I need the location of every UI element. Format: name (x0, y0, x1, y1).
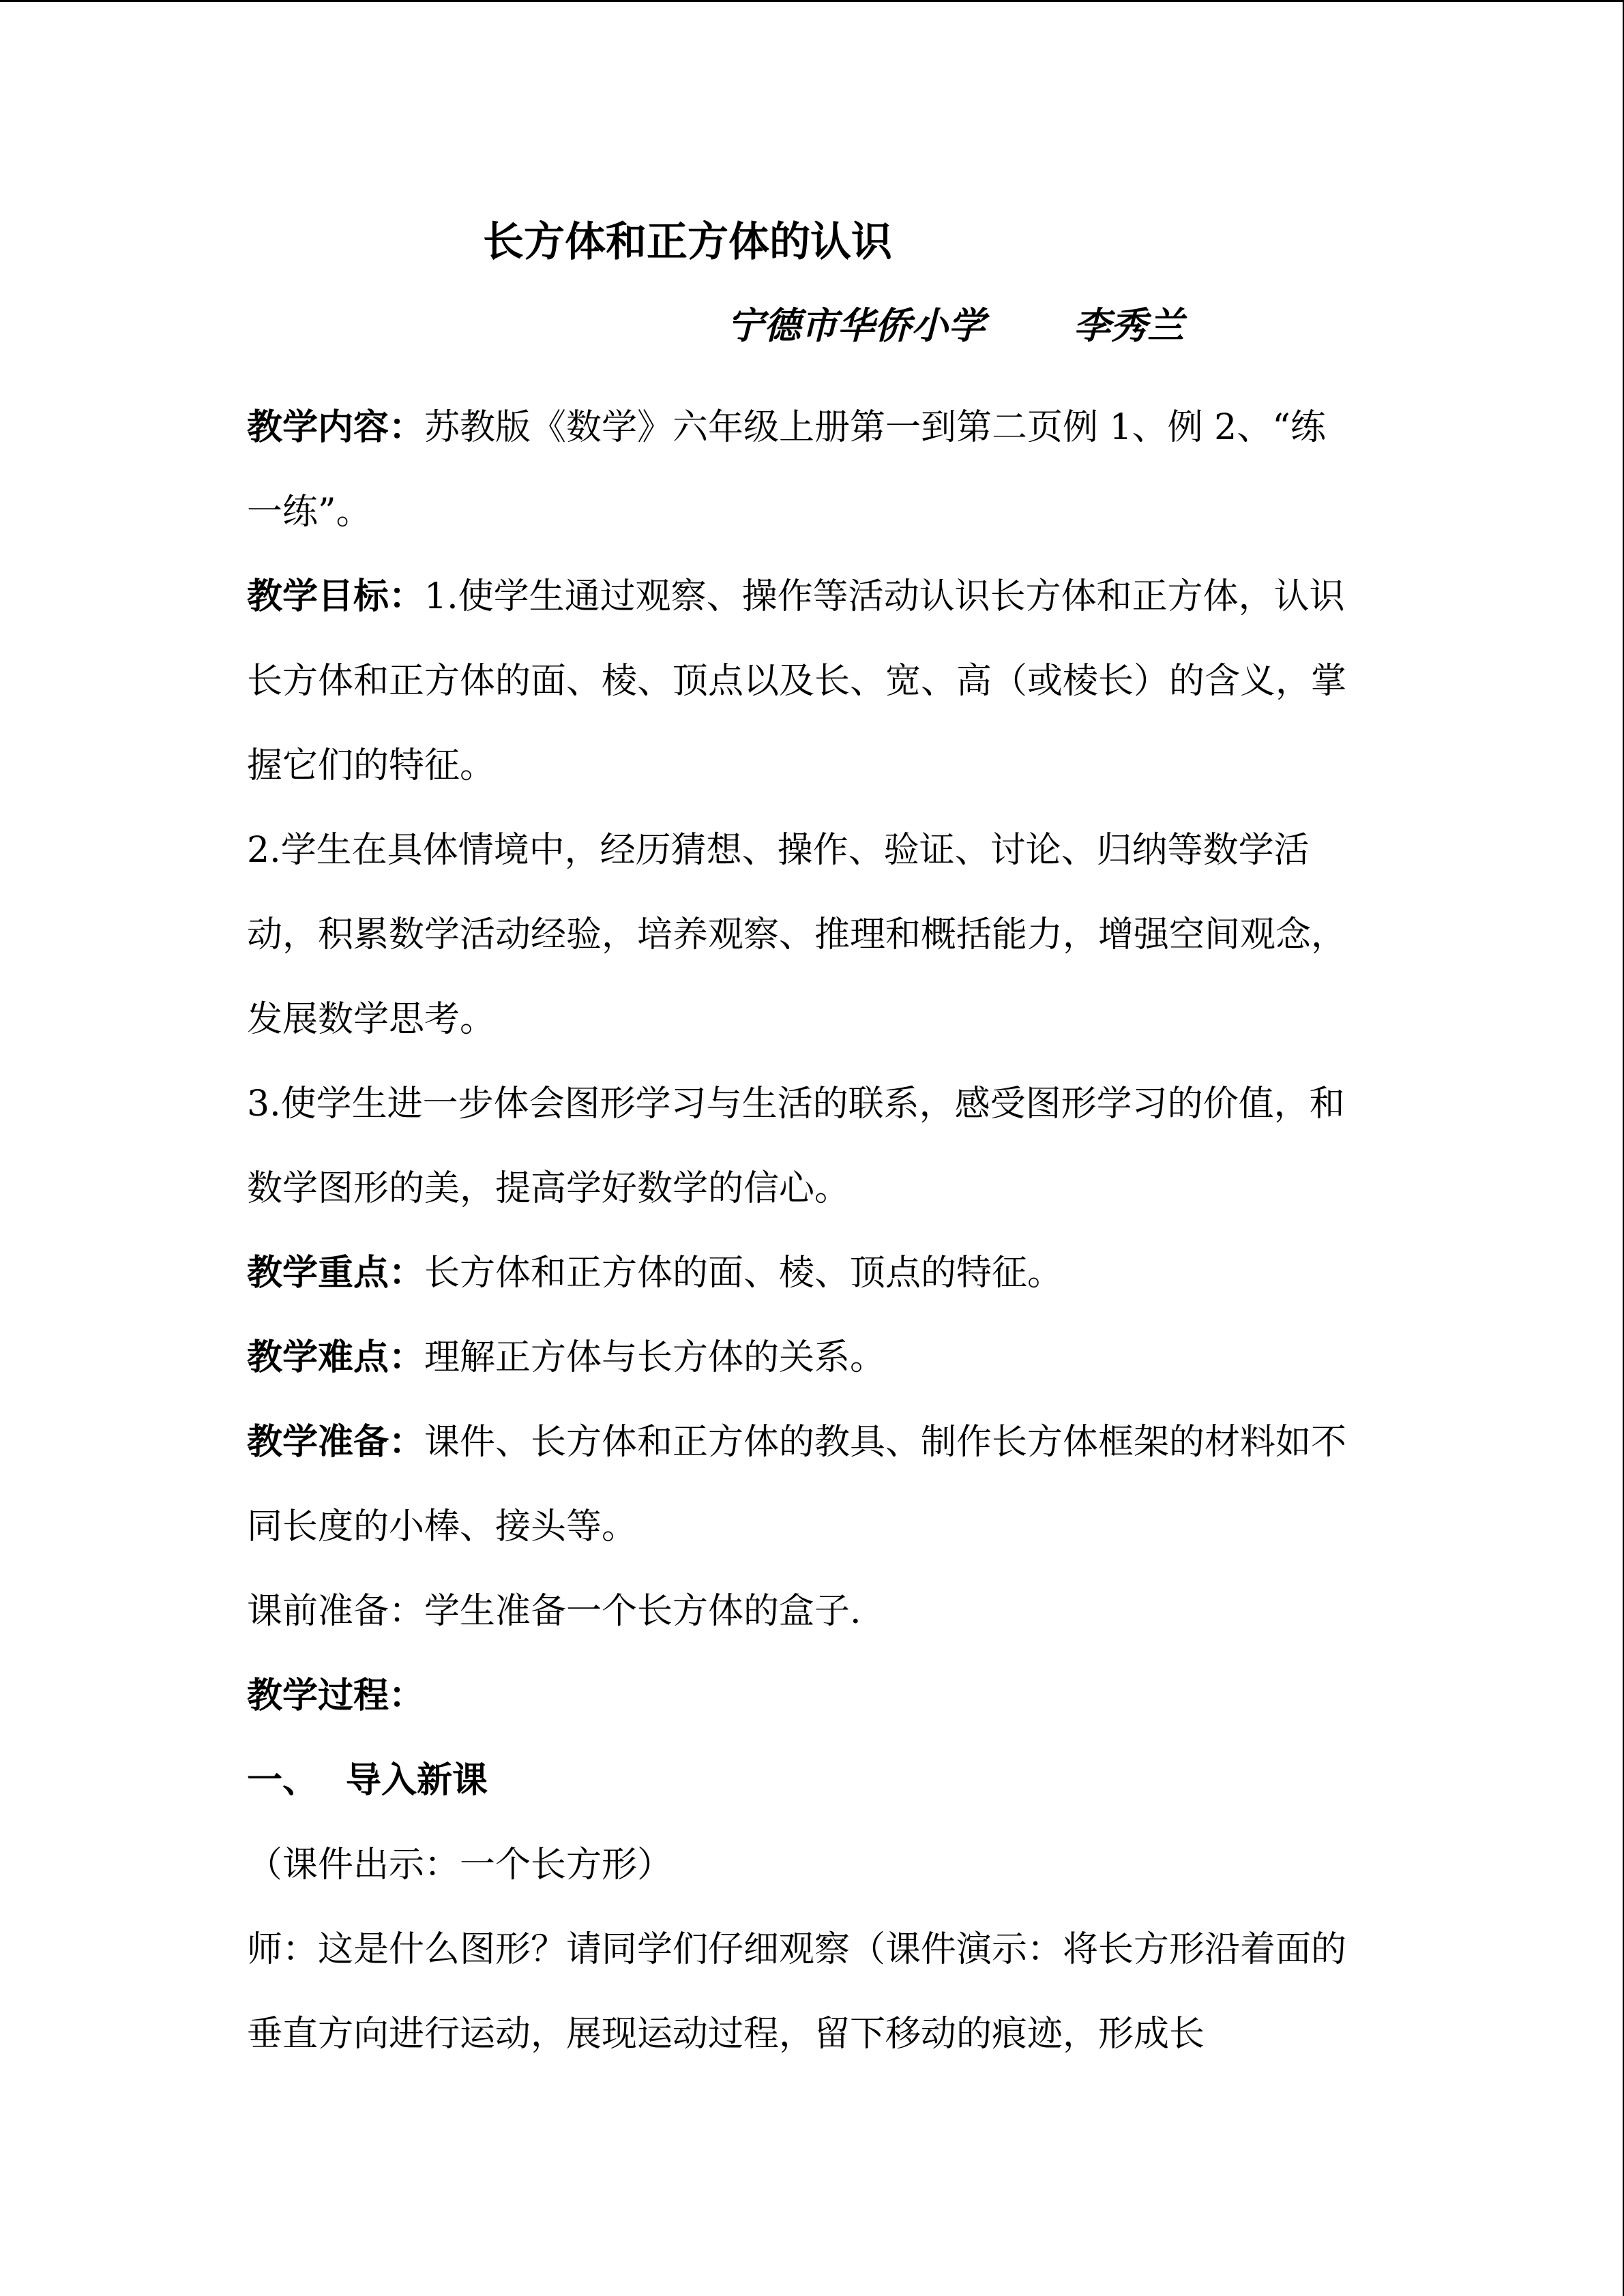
author-name: 李秀兰 (1074, 303, 1184, 347)
key-points-label: 教学重点： (247, 1252, 425, 1294)
teaching-content-text: 苏教版《数学》六年级上册第一到第二页例 1、例 2、“练一练”。 (247, 407, 1326, 533)
teaching-objectives-paragraph (247, 554, 1359, 808)
document-title: 长方体和正方体的认识 (483, 218, 892, 266)
teaching-process-label: 教学过程： (247, 1675, 425, 1716)
objective-item-2: 2.学生在具体情境中，经历猜想、操作、验证、讨论、归纳等数学活动，积累数学活动经验，培养观察、推理和概括能力，增强空间观念，发展数学思考。 (247, 830, 1347, 1040)
section-number: 一、 (247, 1759, 319, 1801)
teacher-dialogue: 师：这是什么图形？请同学们仔细观察（课件演示：将长方形沿着面的垂直方向进行运动，展现运动过程，留下移动的痕迹，形成长 (247, 1929, 1347, 2055)
key-points-paragraph (247, 1231, 1359, 1315)
byline (727, 301, 1184, 350)
difficulties-label: 教学难点： (247, 1337, 425, 1378)
section-heading-1 (247, 1738, 1359, 1823)
preparation-text: 课件、长方体和正方体的教具、制作长方体框架的材料如不同长度的小棒、接头等。 (247, 1422, 1347, 1547)
teaching-objectives-label: 教学目标： (247, 576, 425, 617)
teaching-content-paragraph (247, 385, 1359, 554)
objective-item-3: 3.使学生进一步体会图形学习与生活的联系，感受图形学习的价值，和数学图形的美，提高学好数学的信心。 (247, 1084, 1345, 1209)
school-name: 宁德市华侨小学 (727, 303, 985, 347)
document-body (247, 385, 1359, 2076)
key-points-text: 长方体和正方体的面、棱、顶点的特征。 (424, 1253, 1063, 1294)
objective-item-1: 1.使学生通过观察、操作等活动认识长方体和正方体，认识长方体和正方体的面、棱、顶点以及长、宽、高（或棱长）的含义，掌握它们的特征。 (247, 576, 1347, 786)
section-title: 导入新课 (346, 1759, 488, 1801)
difficulties-text: 理解正方体与长方体的关系。 (424, 1337, 886, 1378)
pre-class-paragraph: 课前准备：学生准备一个长方体的盒子. (247, 1591, 861, 1632)
preparation-label: 教学准备： (247, 1421, 425, 1463)
preparation-paragraph (247, 1400, 1359, 1569)
courseware-note: （课件出示：一个长方形） (247, 1845, 673, 1885)
difficulties-paragraph (247, 1315, 1359, 1400)
teaching-content-label: 教学内容： (247, 406, 425, 448)
